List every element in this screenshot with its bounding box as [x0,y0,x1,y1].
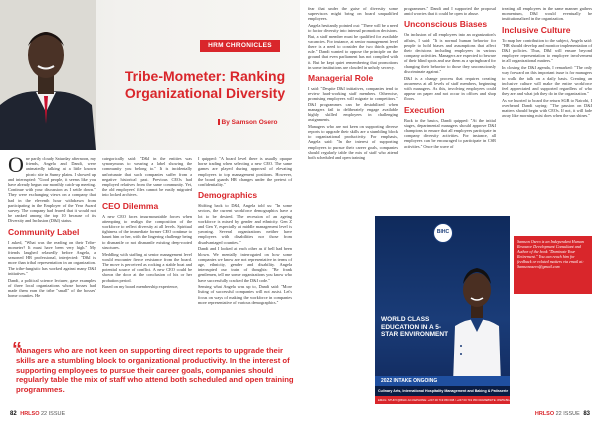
paragraph: categorically said: "D&I in the entities was synonymous to wearing a label showing the community you belong to." It is incidentally unfortunate that such companies suffer from a negative historical past. Previous CEOs had employed relatives from the same community. Yet, the old employees' files cannot be easily migrated into locked archives. [102,156,192,198]
subhead-demographics: Demographics [198,190,258,201]
ad-email[interactable]: EMAIL: STUDY@BIHC.AC.KE [378,398,417,402]
drop-cap: O [8,152,24,177]
paragraph: Based on my board membership experience, [102,284,179,290]
paragraph: To map her contribution to the subject, Angela said: "HR should develop and monitor implementation of D&I policies. Thus, D&I will ensure beyond employee representation to employee involvement in all organizational matters." [502,37,592,64]
footer-right [535,411,590,417]
paragraph: Back to the basics, Dandi quipped: "At the initial stages, departmental managers should approve D&I champions to ensure that all employees participate in company diversity activities. For instance, all employees can be encouraged to participate in CSR activities." Once the wave of [404,117,496,149]
subhead-ceo-dilemma: CEO Dilemma [102,200,159,211]
quote-mark-icon: “ [12,339,22,361]
column-2 [102,156,192,291]
ad-courses: Culinary Arts, International Hospitality Management and Baking & Patisserie [375,386,510,396]
paragraph: fear that under the guise of diversity some supervisors might bring on board unqualified employees. [308,6,398,22]
section-tag: HRM CHRONICLES [200,40,280,52]
paragraph: Managers who are not keen on supporting diverse reports to upgrade their skills are a stumbling block to organizational productivity. For emphasis, Angela said: "In the interest of supporting employees to pursue their career goals, companies should regularly table the mix of staff who attend both scheduled and open training [308,123,398,161]
issue-label-left: 22 ISSUE [41,411,66,417]
column-5 [404,6,496,150]
author-portrait [0,0,96,150]
page-number-right: 83 [583,411,590,417]
subhead-community-label: Community Label [8,226,80,237]
hero-banner [0,0,300,150]
subhead-execution: Execution [404,104,445,115]
paragraph: On inclusion of all employees into an organization's affairs, I said: "It is normal human behavior for people to hold biases and assumptions that affect their decisions including employees in various company activities. Managers are expected to beware of their blind spots and use them as a springboard for changing their behavior to those they unconsciously discriminate against." [404,32,496,74]
paragraph: I said: "Despite D&I initiatives, companies tend to review hard-working staff members. Otherwise, promising employees will migrate to competitors." D&I programmes can be destabilized when managers fail to deliberately engage available highly skilled employees in challenging assignments. [308,85,398,123]
byline-text: By Samson Osero [221,119,278,126]
author-note-box [514,236,592,294]
paragraph: Meddling with staffing at senior management level would encounter fierce resistance from the board. The move is perceived as rocking a stable boat and potential source of conflict. A new CEO could be shown the door at the conclusion of his or her probation period. [102,251,192,283]
paragraph: In closing the D&I agenda, I remarked: "The only way forward on this important issue is for managers to walk the talk on a daily basis. Creating an inclusive culture will make the entire workforce feel appreciated and supported regardless of who they are and what job they do in the organization." [502,65,592,97]
paragraph: Angela hesitantly pointed out: "There will be a need to factor diversity into internal promotion decisions. But, a staff member must be qualified for available vacancies. For instance, at senior management level there is a need to consider the two thirds gender rule." Dandi wanted to oppose the principle on the ground that even parliament has not complied with it. But he kept quiet remembering that promotions in some institutions are clouded in unholy secrecy. [308,23,398,70]
paragraph: As we hurried to board the return SGR to Nairobi, I overheard Dandi saying: "The passion on D&I matters should begin with CEOs. If not, it will fade away like morning mist does when the sun shines." [502,97,592,119]
page-number-left: 82 [10,411,17,417]
column-1 [8,152,96,300]
paragraph: I quipped: "A board level there is usually opaque horse trading when selecting a new CEO. The same games are played during approval of elevating employees to top management positions. However, the board guards HR changes under the pretext of confidentiality." [198,156,292,188]
article-title: Tribe-Mometer: Ranking Organizational Diversity [124,68,286,101]
paragraph: Shifting back to D&I, Angela told us: "In some sectors, the current workforce demographics have a lot to be desired. The recession of an ageing workforce is mixed by gender and ethnicity. Gen Z and Gen Y, especially at middle management level is yawning. Several organizations neither have employees with disabilities nor those from disadvantaged counties." [198,203,292,245]
paragraph: D&I is a change process that requires creating awareness at all levels of staff members, beginning with managers. As this, involving employees could appear on paper and not occur in offices and shop floors. [404,75,496,102]
subhead-inclusive-culture: Inclusive Culture [502,24,571,35]
paragraph: programmes." Dandi and I supported the proposal amid worries that it could be open to abuse. [404,6,496,17]
subhead-managerial-role: Managerial Role [308,72,374,83]
advertisement[interactable] [375,216,522,404]
pull-quote [12,339,294,395]
right-page [300,0,600,424]
intro-text: ne partly cloudy Saturday afternoon, my friends, Angela and Dandi, were animatedly talking at a little known picnic site in Sunny plains. I showed up and interrupted: "Good people, it seems like you have already begun our monthly catch-up meeting. Continue with your discussion as I settle down." They were exchanging views on a company that had in the eleventh hour withdrawn from participating in the Employer of the Year Award survey. The company had feared that it would not be ranked among the top 10 because of its Diversity and Inclusion (D&I) status. [8,156,96,224]
ad-headline: WORLD CLASS EDUCATION IN A 5-STAR ENVIRONMENT [381,316,449,338]
byline [218,119,278,126]
ad-chef-photo [449,256,505,384]
pull-quote-text: Managers who are not keen on supporting direct reports to upgrade their skills are a stumbling block to organizational productivity. In the interest of supporting employees to pursue their career goals, companies should regularly table the mix of staff who attend both scheduled and open training programmes. [16,346,294,395]
column-3 [198,156,292,307]
issue-label-right: 22 ISSUE [555,411,580,417]
paragraph: I asked, "What was the reading on their Tribe-mometer? It must have been very high." My friends laughed relaxedly before Angela, a seasoned HR professional, interjected: "D&I is more than tribal representation in an organization. The tribe-fungistic has worked against many D&I initiatives." [8,239,96,276]
ad-intake-banner: 2022 INTAKE ONGOING [375,376,510,386]
paragraph: Dandi, a political science lecturer, gave examples of three local organizations whose bosses had made them earn the tribe "small" of the bosses' home counties. He [8,277,96,299]
paragraph: A new CEO faces insurmountable forces when attempting to realign the composition of the workforce to reflect diversity at all levels. Spiritual tightness of the immediate former CEO continue to haunt him or her, with the lingering challenge being to dismantle or not dismantle existing deep-rooted structures. [102,213,192,250]
subhead-unconscious-biases: Unconscious Biases [404,19,488,30]
column-4 [308,6,398,162]
ad-phone[interactable]: PHONE: +247 00 719 050 008 / +247 00 719 050 040 [416,398,483,402]
bihc-logo: BIHC [433,223,453,243]
ad-contact-bar [375,396,522,404]
magazine-name-left: HRLSO [20,411,40,417]
paragraph: treating all employees in the same manner gathers momentum, D&I would eventually be institutionalized in the organization. [502,6,592,22]
magazine-name-right: HRLSO [534,411,555,417]
intro-paragraph [8,152,96,224]
footer-left [10,411,65,417]
paragraph: Sensing what Angela was up to, Dandi said: "More listing of successful companies will not assist. Let's focus on ways of making the workforce in companies more representative of various demographics." [198,284,292,305]
ad-website[interactable]: WEBSITE: WWW.BIHC.AC.KE [483,398,522,402]
byline-bar [218,119,220,125]
author-note: Samson Osero is an Independent Human Resource Development Consultant and Author of the book "Dominate Your Retirement." You can reach him for feedback or related matters via email at: Samsonosero@gmail.com [517,239,584,269]
paragraph: Dandi and I looked at each other as if bell had been blown. We mentally interrogated on how some companies we know are not representative in terms of age, ethnicity, gender and disability. Angela interrupted our train of thoughts: "Be frank gentlemen, tell me some organizations you know who have successfully cracked the D&I code." [198,246,292,283]
column-6 [502,6,592,120]
